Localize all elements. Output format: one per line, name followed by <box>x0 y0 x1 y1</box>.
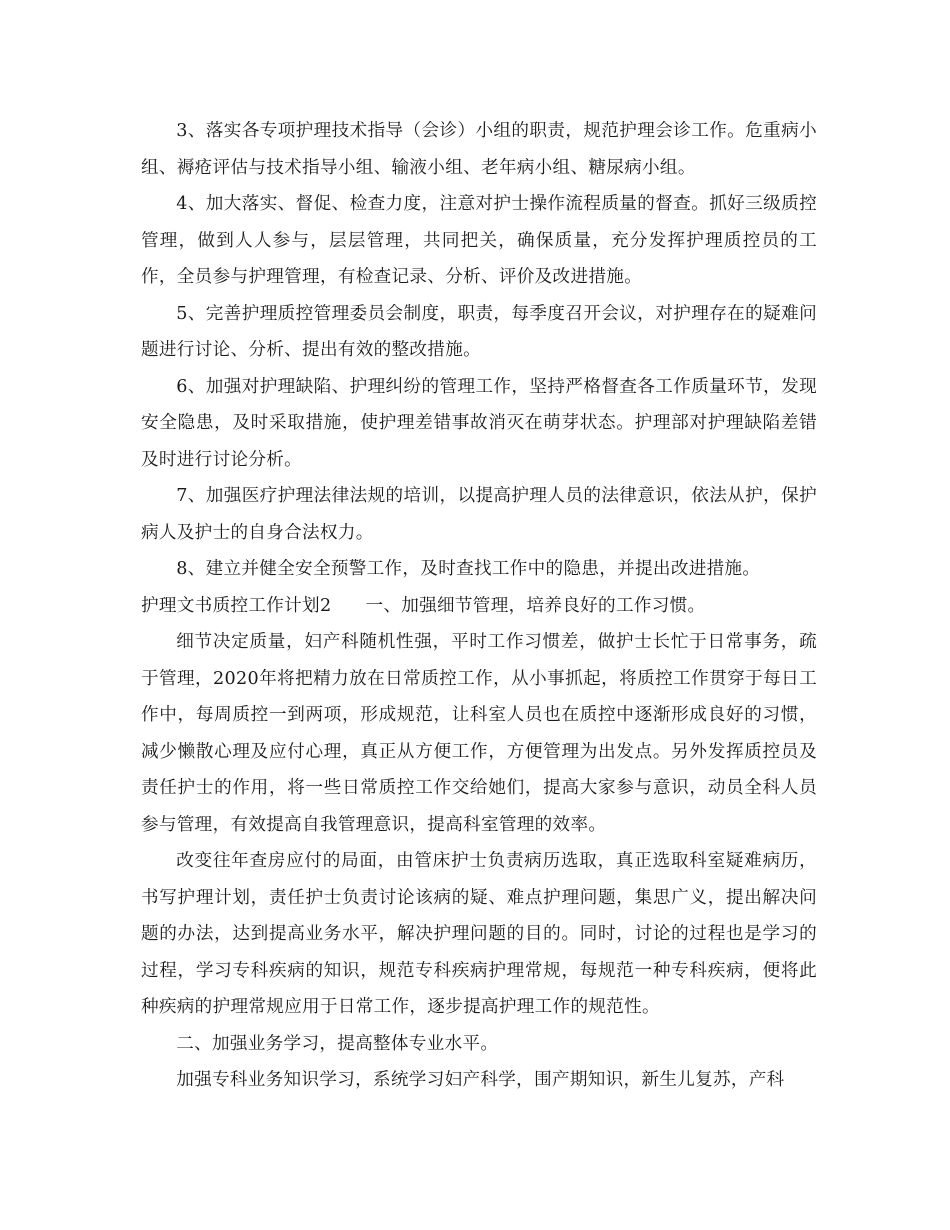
paragraph-ward-rounds: 改变往年查房应付的局面，由管床护士负责病历选取，真正选取科室疑难病历，书写护理计划，责任护士负责讨论该病的疑、难点护理问题，集思广义，提出解决问题的办法，达到提高业务水平，解决护理问题的目的。同时，讨论的过程也是学习的过程，学习专科疾病的知识，规范专科疾病护理常规，每规范一种专科疾病，便将此种疾病的护理常规应用于日常工作，逐步提高护理工作的规范性。 <box>141 851 817 1017</box>
section-title: 护理文书质控工作计划2 <box>141 595 332 616</box>
document-body <box>141 113 817 1099</box>
paragraph-specialty-study: 加强专科业务知识学习，系统学习妇产科学，围产期知识，新生儿复苏，产科 <box>176 1070 785 1090</box>
paragraph-item-8: 8、建立并健全安全预警工作，及时查找工作中的隐患，并提出改进措施。 <box>176 559 761 579</box>
section-heading-line <box>141 588 817 625</box>
paragraph-item-7: 7、加强医疗护理法律法规的培训，以提高护理人员的法律意识，依法从护，保护病人及护士的自身合法权力。 <box>141 486 817 543</box>
paragraph-heading-two: 二、加强业务学习，提高整体专业水平。 <box>176 1033 499 1054</box>
paragraph-item-3: 3、落实各专项护理技术指导（会诊）小组的职责，规范护理会诊工作。危重病小组、褥疮评估与技术指导小组、输液小组、老年病小组、糖尿病小组。 <box>141 121 817 178</box>
paragraph-detail-management: 细节决定质量，妇产科随机性强，平时工作习惯差，做护士长忙于日常事务，疏于管理，2020年将把精力放在日常质控工作，从小事抓起，将质控工作贯穿于每日工作中，每周质控一到两项，形成规范，让科室人员也在质控中逐渐形成良好的习惯，减少懒散心理及应付心理，真正从方便工作，方便管理为出发点。另外发挥质控员及责任护士的作用，将一些日常质控工作交给她们，提高大家参与意识，动员全科人员参与管理，有效提高自我管理意识，提高科室管理的效率。 <box>141 632 817 835</box>
paragraph-item-5: 5、完善护理质控管理委员会制度，职责，每季度召开会议，对护理存在的疑难问题进行讨论、分析、提出有效的整改措施。 <box>141 303 817 360</box>
paragraph-item-4: 4、加大落实、督促、检查力度，注意对护士操作流程质量的督查。抓好三级质控管理，做到人人参与，层层管理，共同把关，确保质量，充分发挥护理质控员的工作，全员参与护理管理，有检查记录、分析、评价及改进措施。 <box>141 194 817 287</box>
paragraph-item-6: 6、加强对护理缺陷、护理纠纷的管理工作，坚持严格督查各工作质量环节，发现安全隐患，及时采取措施，使护理差错事故消灭在萌芽状态。护理部对护理缺陷差错及时进行讨论分析。 <box>141 376 817 470</box>
section-first-item: 一、加强细节管理，培养良好的工作习惯。 <box>365 595 706 616</box>
